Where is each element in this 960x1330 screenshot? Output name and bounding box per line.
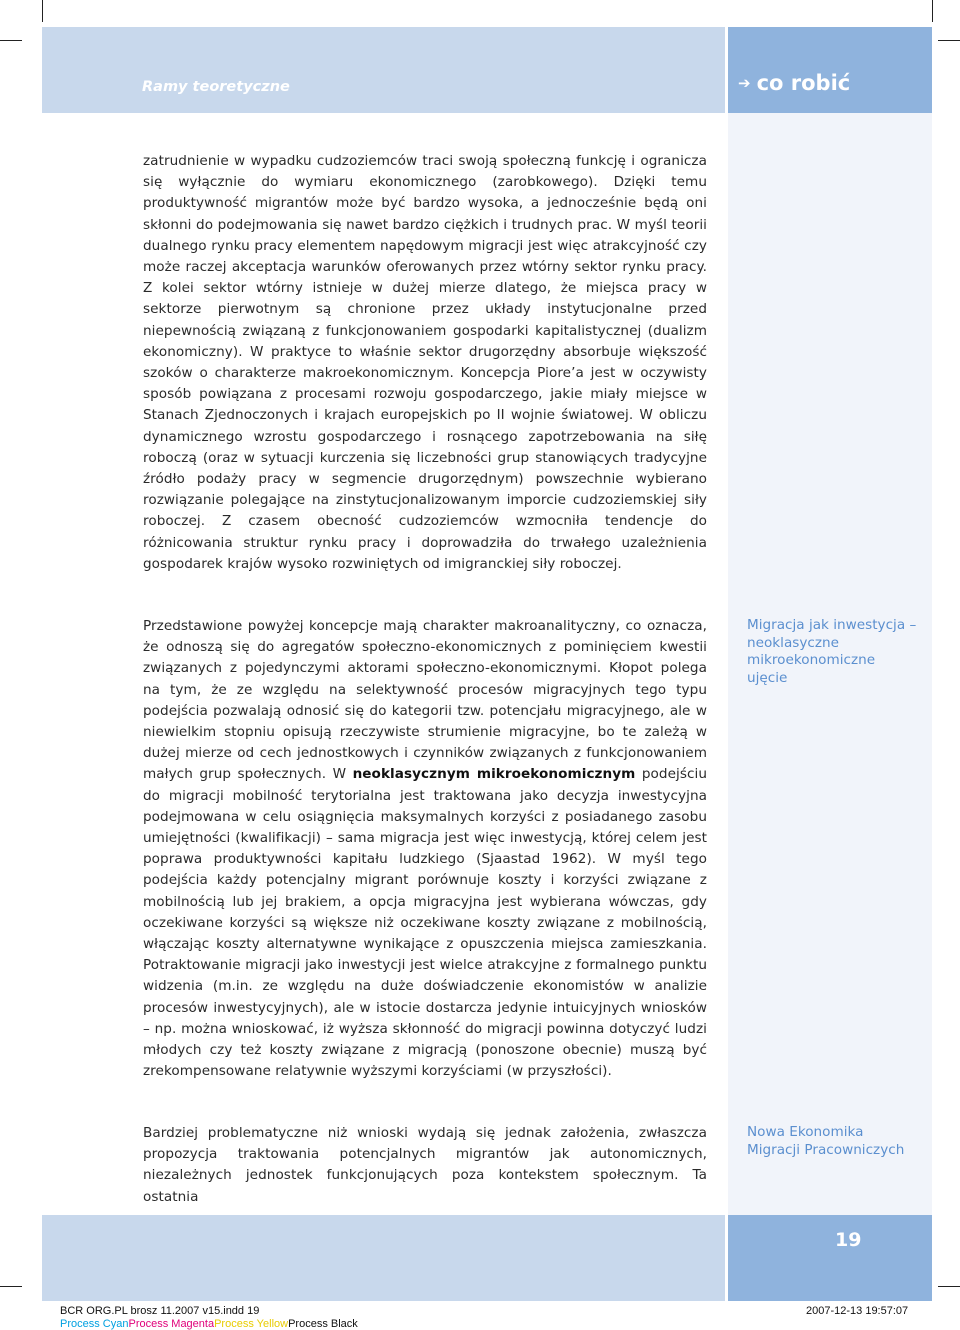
arrow-icon: ➔ (738, 74, 751, 92)
header-title-band (728, 27, 932, 113)
body-paragraph-1: zatrudnienie w wypadku cudzoziemców traci swoją społeczną funkcję i ogranicza się wyłącznie do wymiaru ekonomicznego (zarobkowego). Dzięki temu produktywność migrantów może być bardzo wysoka, a jednocześnie będą oni skłonni do podejmowania się nawet bardzo ciężkich i trudnych prac. W myśl teorii dualnego rynku pracy elementem napędowym migracji jest więc atrakcyjność czy może raczej akceptacja warunków oferowanych przez wtórny sektor rynku pracy. Z kolei sektor wtórny istnieje w dużej mierze dlatego, że miejsca pracy w sektorze pierwotnym są chronione przez układy instytucjonalne przed niepewnością związaną z funkcjonowaniem gospodarki kapitalistycznej (dualizm ekonomiczny). W praktyce to właśnie sektor drugorzędny absorbuje większość szoków o charakterze makroekonomicznym. Koncepcja Piore’a jest w oczywisty sposób powiązana z procesami rozwoju gospodarczego, jakie miały miejsce w Stanach Zjednoczonych i krajach europejskich po II wojnie światowej. W obliczu dynamicznego wzrostu gospodarczego i rosnącego zapotrzebowania na siłę roboczą (oraz w sytuacji kurczenia się liczebności grup stanowiących tradycyjne źródło podaży pracy w segmencie drugorzędnym) powszechnie wybierano rozwiązanie polegające na zinstytucjonalizowanym imporcie cudzoziemskiej siły roboczej. Z czasem obecność cudzoziemców wzmocniła tendencje do różnicowania struktur rynku pracy i doprowadziła do trwałego uzależnienia gospodarek krajów wysoko rozwiniętych od imigranckiej siły roboczej. (143, 153, 707, 572)
section-label: Ramy teoretyczne (142, 79, 290, 95)
plate-black: Process Black (288, 1318, 358, 1330)
margin-note-new-economics: Nowa Ekonomika Migracji Pracowniczych (747, 1124, 905, 1158)
header-band (42, 27, 725, 113)
crop-mark (932, 0, 933, 22)
plate-cyan: Process Cyan (60, 1318, 129, 1330)
body-paragraph-2 (143, 616, 707, 1082)
paragraph-2-text-a: Przedstawione powyżej koncepcje mają charakter makroanalityczny, co oznacza, że odnoszą się do agregatów społeczno-ekonomicznych z pominięciem kwestii związanych z pojedynczymi aktorami społeczno-ekonomicznymi. Kłopot polega na tym, że ze względu na selektywność procesów migracyjnych tego typu podejścia pozwalają odnosić się do kategorii tzw. potencjału migracyjnego, ale w niewielkim stopniu opisują rzeczywiste strumienie migracyjne, bo te zależą w dużej mierze od cech jednostkowych i czynników związanych z funkcjonowaniem małych grup społecznych. W (143, 618, 707, 783)
footer-number-band (728, 1215, 932, 1301)
plate-yellow: Process Yellow (214, 1318, 289, 1330)
crop-mark (938, 1286, 960, 1287)
footer-band (42, 1215, 725, 1301)
page-title-text: co robić (756, 71, 851, 95)
slug-plates (60, 1318, 358, 1330)
page-number: 19 (835, 1229, 862, 1251)
crop-mark (0, 1286, 22, 1287)
margin-note-investment: Migracja jak inwestycja – neoklasyczne mikroekonomiczne ujęcie (747, 617, 917, 686)
paragraph-2-text-b: podejściu do migracji mobilność terytorialna jest traktowana jako decyzja inwestycyjna podejmowana w celu osiągnięcia maksymalnych korzyści z posiadanego zasobu umiejętności (kwalifikacji) – sama migracja jest więc inwestycją, której celem jest poprawa produktywności kapitału ludzkiego (Sjaastad 1962). W myśl tego podejścia każdy potencjalny migrant porównuje koszty i korzyści związane z mobilnością lub jej brakiem, a opcja migracyjna jest wybierana wówczas, gdy oczekiwane korzyści są większe niż oczekiwane koszty związane z mobilnością, włączając koszty alternatywne wynikające z opuszczenia miejsca zamieszkania. Potraktowanie migracji jako inwestycji jest wielce atrakcyjne z formalnego punktu widzenia (m.in. ze względu na duże doświadczenie ekonomistów w analizie procesów inwestycyjnych), ale w istocie dostarcza jedynie intuicyjnych wniosków – np. można wnioskować, iż wyższa skłonność do migracji powinna dotyczyć ludzi młodych czy też koszty związane z migracją (ponoszone obecnie) muszą być zrekompensowane relatywnie wyższymi korzyściami (w przyszłości). (143, 766, 707, 1080)
keyword-neoclassical: neoklasycznym mikroekonomicznym (352, 766, 636, 783)
slug-file-info: BCR ORG.PL brosz 11.2007 v15.indd 19 (60, 1305, 260, 1317)
crop-mark (42, 0, 43, 22)
plate-magenta: Process Magenta (128, 1318, 215, 1330)
crop-mark (0, 40, 22, 41)
page-title (738, 71, 850, 95)
body-paragraph-3: Bardziej problematyczne niż wnioski wydają się jednak założenia, zwłaszcza propozycja traktowania potencjalnych migrantów jak autonomicznych, niezależnych jednostek funkcjonujących poza kontekstem społecznym. Ta ostatnia (143, 1125, 707, 1205)
slug-timestamp: 2007-12-13 19:57:07 (806, 1305, 909, 1317)
crop-mark (938, 40, 960, 41)
